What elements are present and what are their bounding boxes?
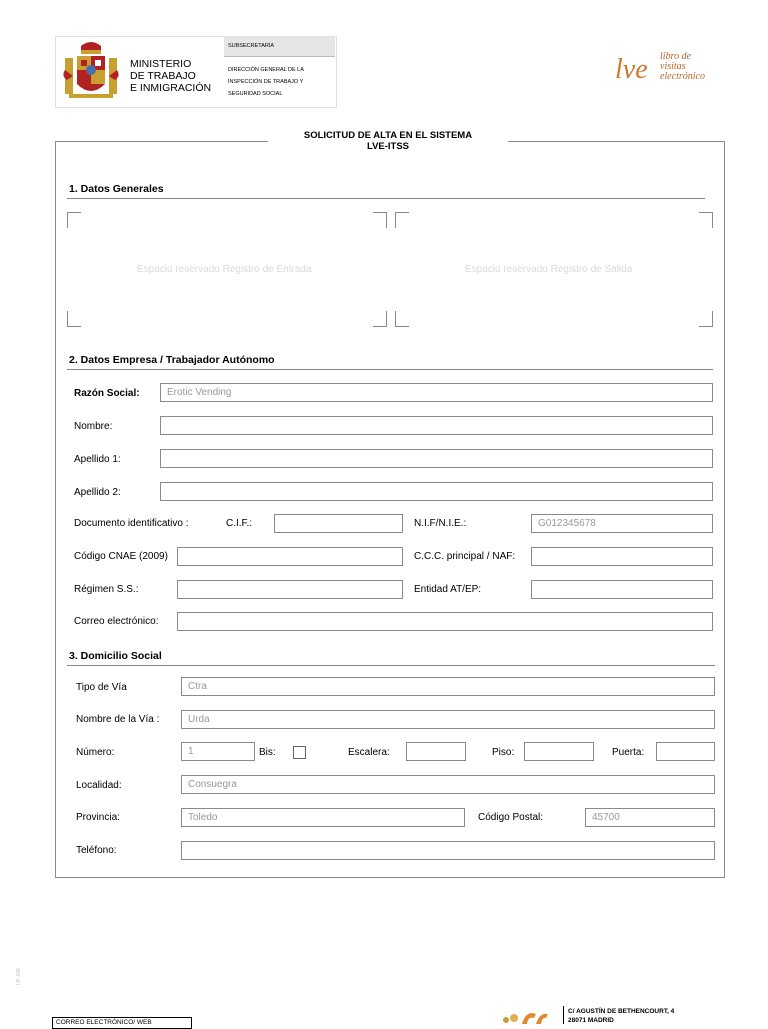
tipo-via-label: Tipo de Vía: [76, 682, 127, 693]
itss-logo-icon: [500, 1008, 550, 1024]
reserved-entrada: Espacio reservado Registro de Entrada: [137, 264, 312, 275]
form-frame: [55, 141, 725, 878]
cnae-label: Código CNAE (2009): [74, 551, 168, 562]
localidad-field[interactable]: Consuegra: [181, 775, 715, 794]
ministry-name-line: MINISTERIO: [130, 58, 192, 70]
nif-field[interactable]: G012345678: [531, 514, 713, 533]
direccion-line: DIRECCIÓN GENERAL DE LA: [228, 67, 304, 73]
ministry-name-line: DE TRABAJO: [130, 70, 196, 82]
ccc-label: C.C.C. principal / NAF:: [414, 551, 516, 562]
nif-label: N.I.F/N.I.E.:: [414, 518, 467, 529]
lve-text-line: visitas: [660, 61, 686, 72]
apellido1-field[interactable]: [160, 449, 713, 468]
numero-label: Número:: [76, 747, 115, 758]
direccion-line: INSPECCIÓN DE TRABAJO Y: [228, 79, 304, 85]
escalera-label: Escalera:: [348, 747, 390, 758]
lve-mark: lve: [615, 54, 648, 85]
cif-label: C.I.F.:: [226, 518, 253, 529]
correo-web-box: [52, 1017, 192, 1029]
piso-field[interactable]: [524, 742, 594, 761]
address-line: C/ AGUSTÍN DE BETHENCOURT, 4: [568, 1008, 675, 1015]
ccc-field[interactable]: [531, 547, 713, 566]
tipo-via-field[interactable]: Ctra: [181, 677, 715, 696]
direccion-line: SEGURIDAD SOCIAL: [228, 91, 283, 97]
ministry-header: [55, 36, 337, 108]
cif-field[interactable]: [274, 514, 403, 533]
telefono-field[interactable]: [181, 841, 715, 860]
telefono-label: Teléfono:: [76, 845, 117, 856]
cp-label: Código Postal:: [478, 812, 544, 823]
correo-field[interactable]: [177, 612, 713, 631]
apellido2-field[interactable]: [160, 482, 713, 501]
escalera-field[interactable]: [406, 742, 466, 761]
razon-social-label: Razón Social:: [74, 388, 140, 399]
coat-of-arms-icon: [61, 40, 121, 104]
entidad-label: Entidad AT/EP:: [414, 584, 482, 595]
form-title: SOLICITUD DE ALTA EN EL SISTEMA: [303, 130, 473, 141]
cp-field[interactable]: 45700: [585, 808, 715, 827]
cnae-field[interactable]: [177, 547, 403, 566]
side-code: I.P.-108: [16, 968, 22, 985]
apellido1-label: Apellido 1:: [74, 454, 121, 465]
piso-label: Piso:: [492, 747, 515, 758]
correo-web-label: CORREO ELECTRÓNICO/ WEB: [56, 1019, 152, 1026]
form-subtitle: LVE-ITSS: [366, 141, 410, 152]
razon-social-field[interactable]: Erotic Vending: [160, 383, 713, 402]
provincia-label: Provincia:: [76, 812, 120, 823]
bis-label: Bis:: [259, 747, 276, 758]
subsecretaria-label: SUBSECRETARÍA: [228, 43, 275, 49]
section-3-title: 3. Domicilio Social: [69, 650, 162, 662]
localidad-label: Localidad:: [76, 780, 122, 791]
regimen-label: Régimen S.S.:: [74, 584, 139, 595]
puerta-label: Puerta:: [612, 747, 645, 758]
regimen-field[interactable]: [177, 580, 403, 599]
bis-checkbox[interactable]: [293, 746, 306, 759]
nombre-field[interactable]: [160, 416, 713, 435]
entidad-field[interactable]: [531, 580, 713, 599]
lve-text-line: libro de: [660, 51, 692, 62]
ministry-name-line: E INMIGRACIÓN: [130, 82, 212, 94]
lve-logo: [615, 50, 725, 90]
nombre-via-field[interactable]: Urda: [181, 710, 715, 729]
apellido2-label: Apellido 2:: [74, 487, 121, 498]
nombre-via-label: Nombre de la Vía :: [76, 714, 160, 725]
reserved-salida: Espacio reservado Registro de Salida: [465, 264, 633, 275]
lve-text-line: electrónico: [660, 71, 705, 82]
provincia-field[interactable]: Toledo: [181, 808, 465, 827]
correo-label: Correo electrónico:: [74, 616, 159, 627]
section-1-title: 1. Datos Generales: [69, 183, 164, 195]
section-2-title: 2. Datos Empresa / Trabajador Autónomo: [69, 354, 275, 366]
nombre-label: Nombre:: [74, 421, 113, 432]
numero-field[interactable]: 1: [181, 742, 255, 761]
puerta-field[interactable]: [656, 742, 715, 761]
address-line: 28071 MADRID: [568, 1017, 614, 1024]
documento-label: Documento identificativo :: [74, 518, 189, 529]
